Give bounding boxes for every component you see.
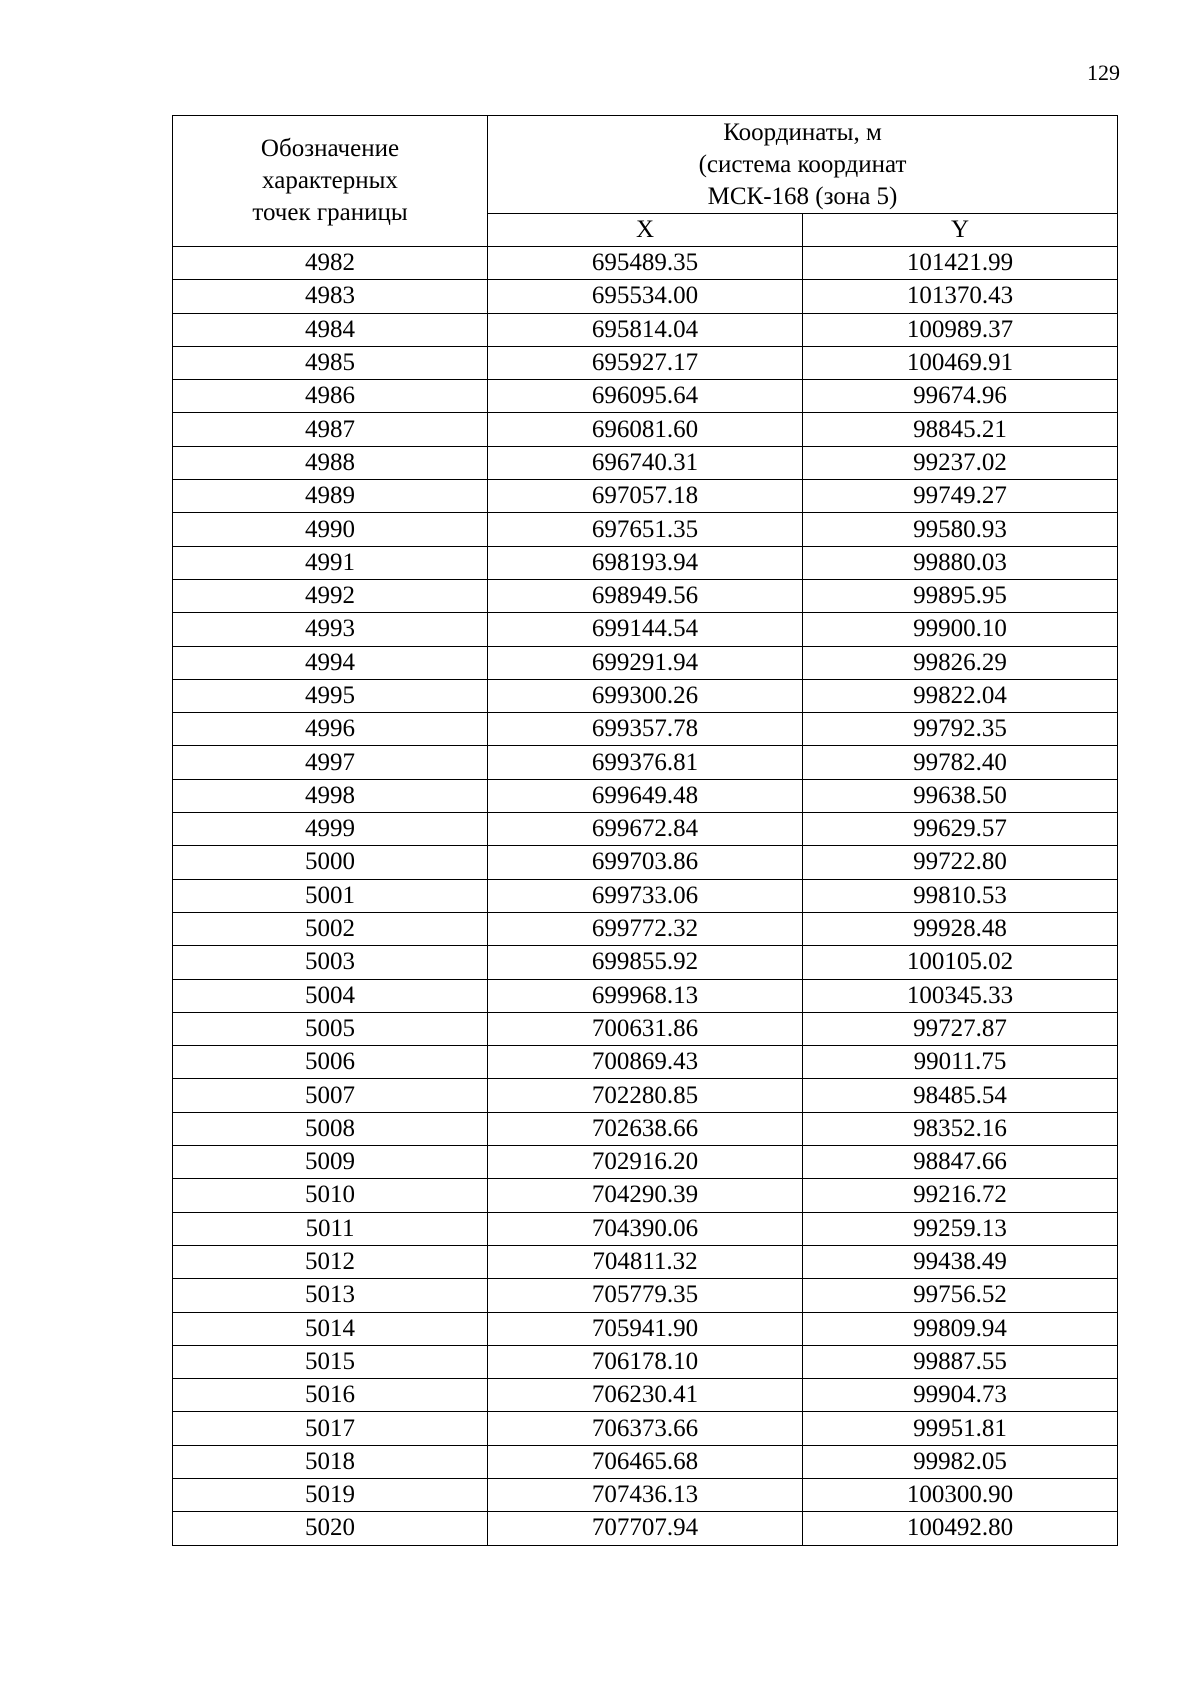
x-cell: 700869.43	[488, 1046, 803, 1079]
x-cell: 695814.04	[488, 313, 803, 346]
x-cell: 699649.48	[488, 779, 803, 812]
x-cell: 697057.18	[488, 480, 803, 513]
y-cell: 99749.27	[803, 480, 1118, 513]
point-cell: 5009	[173, 1146, 488, 1179]
y-cell: 99900.10	[803, 613, 1118, 646]
y-cell: 99951.81	[803, 1412, 1118, 1445]
point-cell: 5019	[173, 1478, 488, 1511]
x-cell: 699376.81	[488, 746, 803, 779]
table-row	[173, 1245, 1118, 1278]
table-row	[173, 1146, 1118, 1179]
y-cell: 99904.73	[803, 1379, 1118, 1412]
table-row	[173, 912, 1118, 945]
point-cell: 5014	[173, 1312, 488, 1345]
x-cell: 698949.56	[488, 579, 803, 612]
table-row	[173, 1412, 1118, 1445]
y-cell: 101421.99	[803, 247, 1118, 280]
table-row	[173, 779, 1118, 812]
x-cell: 706465.68	[488, 1445, 803, 1478]
header-point-designation	[173, 116, 488, 247]
table-row	[173, 846, 1118, 879]
table-row	[173, 879, 1118, 912]
x-cell: 706230.41	[488, 1379, 803, 1412]
y-cell: 99629.57	[803, 813, 1118, 846]
x-cell: 704390.06	[488, 1212, 803, 1245]
y-cell: 99011.75	[803, 1046, 1118, 1079]
y-cell: 100105.02	[803, 946, 1118, 979]
table-row	[173, 679, 1118, 712]
y-cell: 100345.33	[803, 979, 1118, 1012]
table-row	[173, 1212, 1118, 1245]
table-row	[173, 1379, 1118, 1412]
point-cell: 4989	[173, 480, 488, 513]
x-cell: 699772.32	[488, 912, 803, 945]
point-cell: 4994	[173, 646, 488, 679]
x-cell: 702916.20	[488, 1146, 803, 1179]
table-row	[173, 1478, 1118, 1511]
table-row	[173, 1046, 1118, 1079]
y-cell: 101370.43	[803, 280, 1118, 313]
header-coords-line-1: Координаты, м	[723, 118, 882, 146]
x-cell: 704811.32	[488, 1245, 803, 1278]
point-cell: 4995	[173, 679, 488, 712]
table-row	[173, 1312, 1118, 1345]
y-cell: 99580.93	[803, 513, 1118, 546]
x-cell: 699144.54	[488, 613, 803, 646]
table-row	[173, 546, 1118, 579]
point-cell: 4986	[173, 380, 488, 413]
x-cell: 699703.86	[488, 846, 803, 879]
point-cell: 4999	[173, 813, 488, 846]
y-cell: 99756.52	[803, 1279, 1118, 1312]
point-cell: 4987	[173, 413, 488, 446]
x-cell: 699300.26	[488, 679, 803, 712]
x-cell: 695534.00	[488, 280, 803, 313]
x-cell: 699733.06	[488, 879, 803, 912]
x-cell: 699357.78	[488, 713, 803, 746]
point-cell: 4985	[173, 346, 488, 379]
point-cell: 4997	[173, 746, 488, 779]
point-cell: 5018	[173, 1445, 488, 1478]
y-cell: 99880.03	[803, 546, 1118, 579]
y-cell: 99722.80	[803, 846, 1118, 879]
y-cell: 99809.94	[803, 1312, 1118, 1345]
point-cell: 4990	[173, 513, 488, 546]
header-coords-line-3: МСК-168 (зона 5)	[707, 182, 898, 210]
table-row	[173, 480, 1118, 513]
y-cell: 99727.87	[803, 1012, 1118, 1045]
point-cell: 5011	[173, 1212, 488, 1245]
y-cell: 100492.80	[803, 1512, 1118, 1545]
table-row	[173, 346, 1118, 379]
point-cell: 4983	[173, 280, 488, 313]
x-cell: 700631.86	[488, 1012, 803, 1045]
point-cell: 5000	[173, 846, 488, 879]
table-row	[173, 713, 1118, 746]
y-cell: 100300.90	[803, 1478, 1118, 1511]
x-cell: 702280.85	[488, 1079, 803, 1112]
y-cell: 99982.05	[803, 1445, 1118, 1478]
y-cell: 99782.40	[803, 746, 1118, 779]
point-cell: 4982	[173, 247, 488, 280]
header-coords-line-2: (система координат	[698, 150, 907, 178]
point-cell: 4991	[173, 546, 488, 579]
y-cell: 99928.48	[803, 912, 1118, 945]
point-cell: 4996	[173, 713, 488, 746]
table-row	[173, 646, 1118, 679]
x-cell: 696095.64	[488, 380, 803, 413]
point-cell: 5003	[173, 946, 488, 979]
y-cell: 99826.29	[803, 646, 1118, 679]
y-cell: 99895.95	[803, 579, 1118, 612]
x-cell: 706373.66	[488, 1412, 803, 1445]
table-row	[173, 1345, 1118, 1378]
table-row	[173, 1079, 1118, 1112]
y-cell: 99438.49	[803, 1245, 1118, 1278]
x-cell: 705941.90	[488, 1312, 803, 1345]
y-cell: 99259.13	[803, 1212, 1118, 1245]
table-row	[173, 280, 1118, 313]
table-row	[173, 1512, 1118, 1545]
point-cell: 5017	[173, 1412, 488, 1445]
table-row	[173, 1012, 1118, 1045]
y-cell: 99638.50	[803, 779, 1118, 812]
x-cell: 695927.17	[488, 346, 803, 379]
point-cell: 5013	[173, 1279, 488, 1312]
point-cell: 5008	[173, 1112, 488, 1145]
point-cell: 4992	[173, 579, 488, 612]
point-cell: 5007	[173, 1079, 488, 1112]
table-row	[173, 513, 1118, 546]
x-cell: 706178.10	[488, 1345, 803, 1378]
point-cell: 5006	[173, 1046, 488, 1079]
x-cell: 696740.31	[488, 446, 803, 479]
x-cell: 707436.13	[488, 1478, 803, 1511]
table-row	[173, 413, 1118, 446]
x-cell: 707707.94	[488, 1512, 803, 1545]
point-cell: 4984	[173, 313, 488, 346]
table-row	[173, 1112, 1118, 1145]
x-cell: 699672.84	[488, 813, 803, 846]
table-row	[173, 813, 1118, 846]
header-y: Y	[803, 214, 1118, 247]
header-coordinates	[488, 116, 1118, 214]
y-cell: 98485.54	[803, 1079, 1118, 1112]
table-row	[173, 979, 1118, 1012]
table-header	[173, 116, 1118, 247]
point-cell: 5020	[173, 1512, 488, 1545]
point-cell: 5005	[173, 1012, 488, 1045]
table-row	[173, 247, 1118, 280]
x-cell: 698193.94	[488, 546, 803, 579]
header-point-line-2: характерных	[262, 167, 398, 194]
y-cell: 99216.72	[803, 1179, 1118, 1212]
table-row	[173, 946, 1118, 979]
table-body	[173, 247, 1118, 1546]
table-row	[173, 446, 1118, 479]
point-cell: 4998	[173, 779, 488, 812]
point-cell: 5015	[173, 1345, 488, 1378]
point-cell: 4993	[173, 613, 488, 646]
x-cell: 699855.92	[488, 946, 803, 979]
x-cell: 699291.94	[488, 646, 803, 679]
x-cell: 704290.39	[488, 1179, 803, 1212]
y-cell: 99887.55	[803, 1345, 1118, 1378]
point-cell: 5002	[173, 912, 488, 945]
point-cell: 5010	[173, 1179, 488, 1212]
y-cell: 100989.37	[803, 313, 1118, 346]
y-cell: 99822.04	[803, 679, 1118, 712]
y-cell: 99237.02	[803, 446, 1118, 479]
point-cell: 5001	[173, 879, 488, 912]
y-cell: 99674.96	[803, 380, 1118, 413]
table-row	[173, 746, 1118, 779]
table-row	[173, 1445, 1118, 1478]
x-cell: 705779.35	[488, 1279, 803, 1312]
x-cell: 696081.60	[488, 413, 803, 446]
y-cell: 98847.66	[803, 1146, 1118, 1179]
x-cell: 699968.13	[488, 979, 803, 1012]
table-row	[173, 1279, 1118, 1312]
table-row	[173, 613, 1118, 646]
header-point-line-1: Обозначение	[260, 135, 400, 162]
x-cell: 697651.35	[488, 513, 803, 546]
header-point-line-3: точек границы	[252, 199, 408, 226]
table-row	[173, 1179, 1118, 1212]
table-row	[173, 380, 1118, 413]
table-row	[173, 313, 1118, 346]
point-cell: 4988	[173, 446, 488, 479]
x-cell: 702638.66	[488, 1112, 803, 1145]
header-x: X	[488, 214, 803, 247]
point-cell: 5012	[173, 1245, 488, 1278]
y-cell: 100469.91	[803, 346, 1118, 379]
y-cell: 98845.21	[803, 413, 1118, 446]
point-cell: 5016	[173, 1379, 488, 1412]
point-cell: 5004	[173, 979, 488, 1012]
y-cell: 99792.35	[803, 713, 1118, 746]
page-number: 129	[1087, 60, 1120, 85]
table-row	[173, 579, 1118, 612]
x-cell: 695489.35	[488, 247, 803, 280]
y-cell: 99810.53	[803, 879, 1118, 912]
coordinates-table	[172, 115, 1118, 1546]
y-cell: 98352.16	[803, 1112, 1118, 1145]
